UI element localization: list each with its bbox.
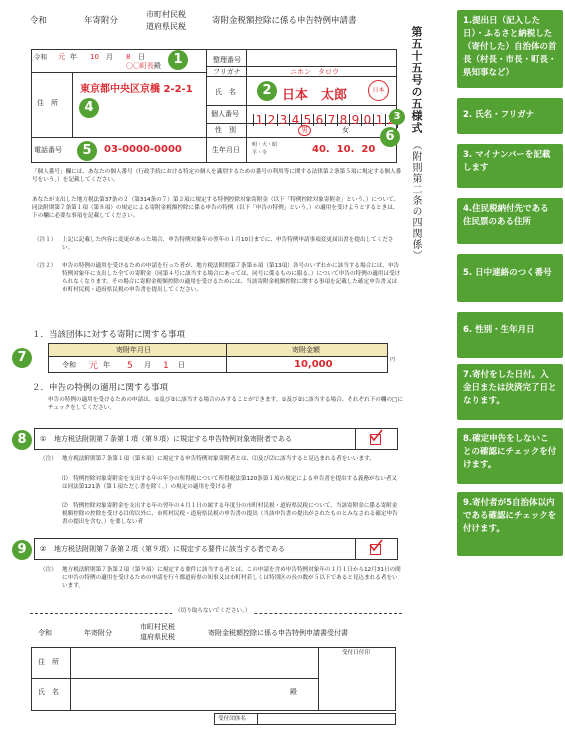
kojin-digit: 1 <box>373 114 385 126</box>
receipt-title: 寄附金税額控除に係る申告特例申請書受付書 <box>208 629 348 637</box>
v-divider <box>72 72 73 137</box>
birth-era-1: 明・大・昭 <box>252 142 278 148</box>
gender-female: 女 <box>342 126 349 134</box>
h-divider <box>206 105 397 106</box>
sidebar-item-3: 3. マイナンバーを記載します <box>457 144 563 188</box>
birth-label: 生年月日 <box>212 146 240 154</box>
receipt-year-label: 年寄附分 <box>84 629 112 637</box>
sidebar-item-2: 2. 氏名・フリガナ <box>457 98 563 134</box>
kojin-digit: 6 <box>313 114 325 126</box>
v-divider <box>355 538 356 560</box>
section2-title: ２．申告の特例の適用に関する事項 <box>32 383 169 393</box>
kojin-digit: 4 <box>289 114 301 126</box>
name-value: 日本 太郎 <box>282 88 348 103</box>
v-divider <box>318 647 319 711</box>
sidebar-item-7: 7.寄付をした日付。入金日または決済完了日となります。 <box>457 364 563 420</box>
name-label: 氏 名 <box>215 88 236 96</box>
note-a1: ⑴ 特例控除対象寄附金を支出する年の年分の所得税について所得税法第120条第１項の規定による申告書を提出する義務がない者又は同法第121条（第１項ただし書を除く。）の規定の適用を受ける者 <box>62 476 398 491</box>
header-year-label: 年寄附分 <box>84 16 119 26</box>
marker-1: 1 <box>168 50 188 70</box>
kojin-digit: 8 <box>337 114 349 126</box>
note-b: 地方税法附則第７条第２項（第９項）に規定する要件に該当する者とは、この申請を含め申告特例対象年の１月１日から12月31日の間に申告の特例の適用を受けるための申請を行う都道府県の知事又は市町村若しくは特別区の長の数が５以下であると見込まれる者をいいます。 <box>62 567 401 590</box>
date-day: 8 <box>126 53 131 61</box>
item2-num: ② <box>40 545 47 553</box>
kojin-note: 「個人番号」欄には、あなたの個人番号（行政手続における特定の個人を識別するための番号の利用等に関する法律第２条第５項に規定する個人番号をいう。）を記載してください。 <box>32 169 402 184</box>
kojin-digit: 3 <box>277 114 289 126</box>
address-value: 東京都中央区京橋 2-2-1 <box>80 84 193 95</box>
receipt-dono: 殿 <box>290 688 297 696</box>
donation-table-header <box>49 344 387 356</box>
sidebar-item-6: 6. 性別・生年月日 <box>457 312 563 358</box>
sidebar-item-9: 9.寄付者が5自治体以内である確認にチェックを付けます。 <box>457 492 563 556</box>
header-city-1: 市町村民税 <box>146 10 186 19</box>
donation-month-suffix: 月 <box>144 361 151 369</box>
header-title: 寄附金税額控除に係る申告特例申請書 <box>212 16 357 26</box>
sidebar-item-5: 5. 日中連絡のつく番号 <box>457 254 563 302</box>
side-subtitle: （附則第二条の四関係） <box>410 140 421 261</box>
date-year: 元 <box>58 53 65 61</box>
addressee-suffix: 殿 <box>154 62 161 70</box>
header-era: 令和 <box>30 16 48 26</box>
marker-9: 9 <box>12 540 32 560</box>
item2-label: 地方税法附則第７条第２項（第９項）に規定する要件に該当する者である <box>54 545 285 553</box>
note-b-label: （注） <box>40 567 57 573</box>
date-month-suffix: 月 <box>106 53 113 61</box>
kojin-digit: 5 <box>301 114 313 126</box>
note1: 上記に記載した内容に変更があった場合、申告特例対象年の翌年の１月10日までに、申告特例申請事項変更届出書を提出してください。 <box>62 237 394 252</box>
donation-year-suffix: 年 <box>103 361 110 369</box>
marker-2: 2 <box>257 81 277 101</box>
address-label: 住 所 <box>37 99 58 107</box>
phone-label: 電話番号 <box>34 146 62 154</box>
donation-yen: 円 <box>390 357 396 363</box>
h-divider <box>31 72 206 73</box>
kojin-digit: 7 <box>325 114 337 126</box>
donation-date-header: 寄附年月日 <box>116 346 151 354</box>
birth-era-2: 平・令 <box>252 150 268 156</box>
gender-male: 男 <box>298 125 311 136</box>
intro-note: あなたが支出した地方税法第37条の２（第314条の７）第２項に規定する特例控除対象寄附金（以下「特例控除対象寄附金」という。）について、同法附則第７条第１項（第８項）の規定による寄附金税額控除に係る申告の特例（以下「申告の特例」という。）の適用を受けようとするときは、下の欄に必要な事項を記載してください。 <box>32 197 400 220</box>
donation-year: 元 <box>89 361 99 371</box>
sidebar-item-8: 8.確定申告をしないことの確認にチェックを付けます。 <box>457 428 563 484</box>
v-divider <box>257 713 258 725</box>
date-year-suffix: 年 <box>70 53 77 61</box>
section2-intro: 申告の特例の適用を受けるための申請は、①及び②に該当する場合のみすることができます。①及び②に該当する場合、それぞれ下の欄の□にチェックをしてください。 <box>48 397 403 412</box>
date-day-suffix: 日 <box>138 53 145 61</box>
marker-5: 5 <box>77 141 97 161</box>
note-a2: ⑵ 特例控除対象寄附金を支出する年の翌年の４月１日の属する年度分の市町村民税・道府県民税について、当該寄附金に係る寄附金税額控除の控除を受ける目的以外に、市町村民税・道府県民税の申告書の提出（当該申告書の提出がされたものとみなされる確定申告書の提出を含む。）を要しない者 <box>62 503 398 526</box>
seiri-label: 整理番号 <box>213 56 241 64</box>
furigana-value: ニホン タロウ <box>290 68 339 76</box>
section1-title: １．当該団体に対する寄附に関する事項 <box>32 330 186 340</box>
kojin-digit: 1 <box>253 114 265 126</box>
item1-label: 地方税法附則第７条第１項（第８項）に規定する申告特例対象寄附者である <box>54 435 292 443</box>
kojin-digit: 9 <box>349 114 361 126</box>
kojin-digit: 0 <box>361 114 373 126</box>
receipt-name-label: 氏 名 <box>38 688 59 696</box>
h-divider <box>206 66 397 67</box>
h-divider <box>31 678 318 679</box>
v-divider <box>226 343 227 373</box>
note2: 申告の特例の適用を受けるための申請を行った者が、地方税法附則第７条第６項（第13項）各号のいずれかに該当する場合には、申告特例対象年に支出した全ての寄附金（同第４号に該当する場合にあっては、同号に係るものに限る。）について申告の特例の適用は受けられなくなります。その場合に寄附金税額控除の適用を受けるためには、当該寄附金税額控除に関する事項を記載した確定申告書又は市町村民税・道府県民税の申告書を提出してください。 <box>62 263 401 294</box>
header-city-2: 道府県民税 <box>146 22 186 31</box>
note1-label: （注１） <box>34 237 57 243</box>
side-title: 第五十五号の五様式 <box>410 26 423 134</box>
donation-month: 5 <box>127 361 133 371</box>
donation-amount-header: 寄附金額 <box>292 346 320 354</box>
addressee: 〇〇町長 <box>126 62 154 70</box>
note-a: 地方税法附則第７条第１項（第８項）に規定する申告特例対象寄附者とは、⑴及び⑵に該当すると見込まれる者をいいます。 <box>62 456 375 462</box>
receipt-era: 令和 <box>38 629 52 637</box>
kojin-digit: 2 <box>265 114 277 126</box>
kojin-digits <box>253 109 398 128</box>
marker-3: 3 <box>389 109 405 125</box>
furigana-label: フリガナ <box>213 68 241 76</box>
phone-value: 03-0000-0000 <box>104 144 182 155</box>
receipt-stamp-label: 受付日付印 <box>342 650 370 656</box>
marker-4: 4 <box>79 98 99 118</box>
kojin-label: 個人番号 <box>211 110 239 118</box>
marker-6: 6 <box>380 127 400 147</box>
check-mark-icon <box>368 539 384 553</box>
receipt-city-1: 市町村民税 <box>140 623 175 631</box>
v-divider <box>70 647 71 711</box>
gender-label: 性 別 <box>215 126 236 134</box>
donation-era: 令和 <box>62 361 76 369</box>
seal-stamp: 日本 <box>368 80 389 101</box>
cut-note: （切り取らないでください。） <box>172 607 254 615</box>
birth-value: 40. 10. 20 <box>312 144 376 155</box>
donation-day: 1 <box>163 361 169 371</box>
marker-8: 8 <box>12 430 32 450</box>
h-divider <box>31 137 397 138</box>
date-era: 令和 <box>34 53 47 61</box>
item1-num: ① <box>40 435 47 443</box>
receipt-org-label: 受付団体名 <box>218 716 246 722</box>
check-mark-icon <box>368 429 384 443</box>
receipt-city-2: 道府県民税 <box>140 633 175 641</box>
note2-label: （注２） <box>34 263 57 269</box>
v-divider <box>355 428 356 450</box>
h-divider <box>48 356 388 357</box>
donation-day-suffix: 日 <box>178 361 185 369</box>
marker-7: 7 <box>12 348 32 368</box>
receipt-address-label: 住 所 <box>38 658 59 666</box>
note-a-label: （注） <box>40 456 57 462</box>
donation-amount: 10,000 <box>294 359 333 370</box>
sidebar-item-4: 4.住民税納付先である住民票のある住所 <box>457 198 563 244</box>
sidebar-item-1: 1.提出日（記入した日）・ふるさと納税した（寄付した）自治体の首長（村長・市長・町長・県知事など） <box>457 10 563 88</box>
date-month: 10 <box>90 53 99 61</box>
